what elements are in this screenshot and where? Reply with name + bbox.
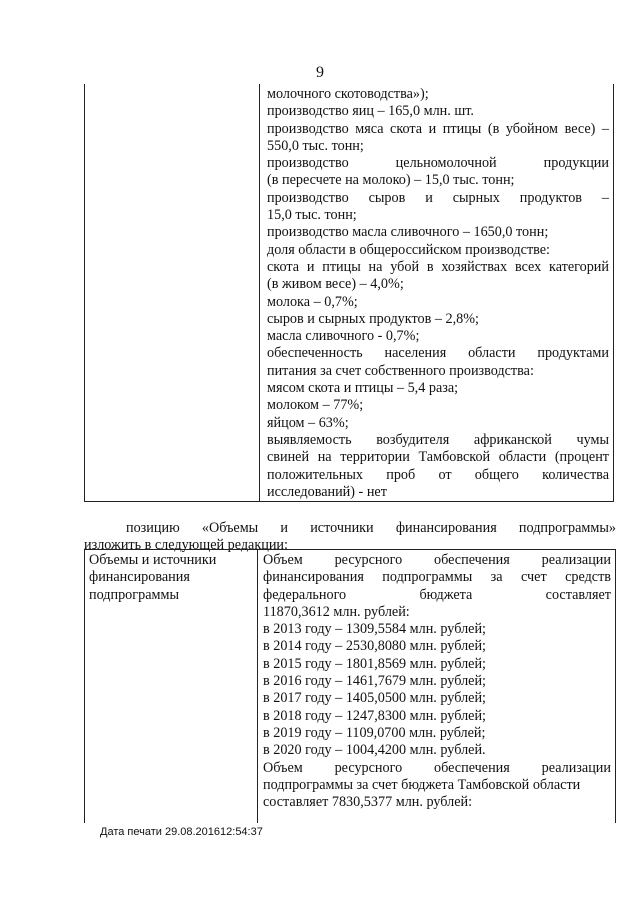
text-line: молочного скотоводства»);: [267, 86, 429, 102]
funding-value-cell: [263, 552, 611, 811]
text-line: производство масла сливочного – 1650,0 тонн;: [267, 224, 549, 241]
text-line: молоком – 77%;: [267, 397, 364, 414]
column-divider: [259, 84, 260, 501]
text-line: яйцом – 63%;: [267, 414, 349, 431]
text-line: обеспеченность населения области продуктами: [267, 345, 609, 362]
text-line: в 2013 году – 1309,5584 млн. рублей;: [263, 621, 486, 638]
print-date: Дата печати 29.08.201612:54:37: [100, 826, 263, 838]
text-line: свиней на территории Тамбовской области (процент: [267, 449, 609, 466]
text-line: производство мяса скота и птицы (в убойном весе) –: [267, 120, 609, 137]
text-line: составляет 7830,5377 млн. рублей:: [263, 794, 473, 811]
intro-line: изложить в следующей редакции:: [84, 537, 288, 553]
text-line: Объемы и источники: [89, 552, 217, 568]
text-line: в 2018 году – 1247,8300 млн. рублей;: [263, 707, 486, 724]
text-line: подпрограммы за счет бюджета Тамбовской области: [263, 776, 581, 793]
text-line: мясом скота и птицы – 5,4 раза;: [267, 380, 459, 397]
text-line: масла сливочного - 0,7%;: [267, 328, 420, 345]
text-line: Объем ресурсного обеспечения реализации: [263, 552, 611, 568]
text-line: скота и птицы на убой в хозяйствах всех категорий: [267, 258, 609, 275]
text-line: положительных проб от общего количества: [267, 466, 609, 483]
column-divider: [257, 550, 258, 823]
text-line: в 2017 году – 1405,0500 млн. рублей;: [263, 690, 486, 707]
text-line: в 2020 году – 1004,4200 млн. рублей.: [263, 742, 486, 759]
targets-cell: [267, 86, 609, 501]
text-line: питания за счет собственного производства:: [267, 362, 534, 379]
text-line: производство яиц – 165,0 млн. шт.: [267, 103, 474, 120]
text-line: производство цельномолочной продукции: [267, 155, 609, 172]
text-line: финансирования подпрограммы за счет средств: [263, 569, 611, 586]
text-line: 11870,3612 млн. рублей:: [263, 603, 410, 620]
funding-table: [84, 549, 616, 823]
text-line: в 2019 году – 1109,0700 млн. рублей;: [263, 724, 486, 741]
text-line: выявляемость возбудителя африканской чумы: [267, 431, 609, 448]
text-line: доля области в общероссийском производстве:: [267, 241, 551, 258]
intro-line: позицию «Объемы и источники финансирования подпрограммы»: [126, 520, 616, 536]
text-line: сыров и сырных продуктов – 2,8%;: [267, 310, 479, 327]
text-line: в 2015 году – 1801,8569 млн. рублей;: [263, 655, 486, 672]
text-line: (в живом весе) – 4,0%;: [267, 276, 404, 293]
text-line: в 2016 году – 1461,7679 млн. рублей;: [263, 673, 486, 690]
text-line: производство сыров и сырных продуктов –: [267, 189, 609, 206]
text-line: федерального бюджета составляет: [263, 586, 611, 603]
text-line: Объем ресурсного обеспечения реализации: [263, 759, 611, 776]
text-line: финансирования: [89, 569, 190, 586]
text-line: исследований) - нет: [267, 483, 387, 500]
targets-table: [84, 84, 614, 502]
text-line: в 2014 году – 2530,8080 млн. рублей;: [263, 638, 486, 655]
funding-label-cell: [89, 552, 253, 604]
text-line: подпрограммы: [89, 586, 179, 603]
text-line: 15,0 тыс. тонн;: [267, 207, 357, 224]
text-line: молока – 0,7%;: [267, 293, 358, 310]
text-line: 550,0 тыс. тонн;: [267, 137, 364, 154]
text-line: (в пересчете на молоко) – 15,0 тыс. тонн;: [267, 172, 515, 189]
page-number: 9: [316, 64, 324, 81]
